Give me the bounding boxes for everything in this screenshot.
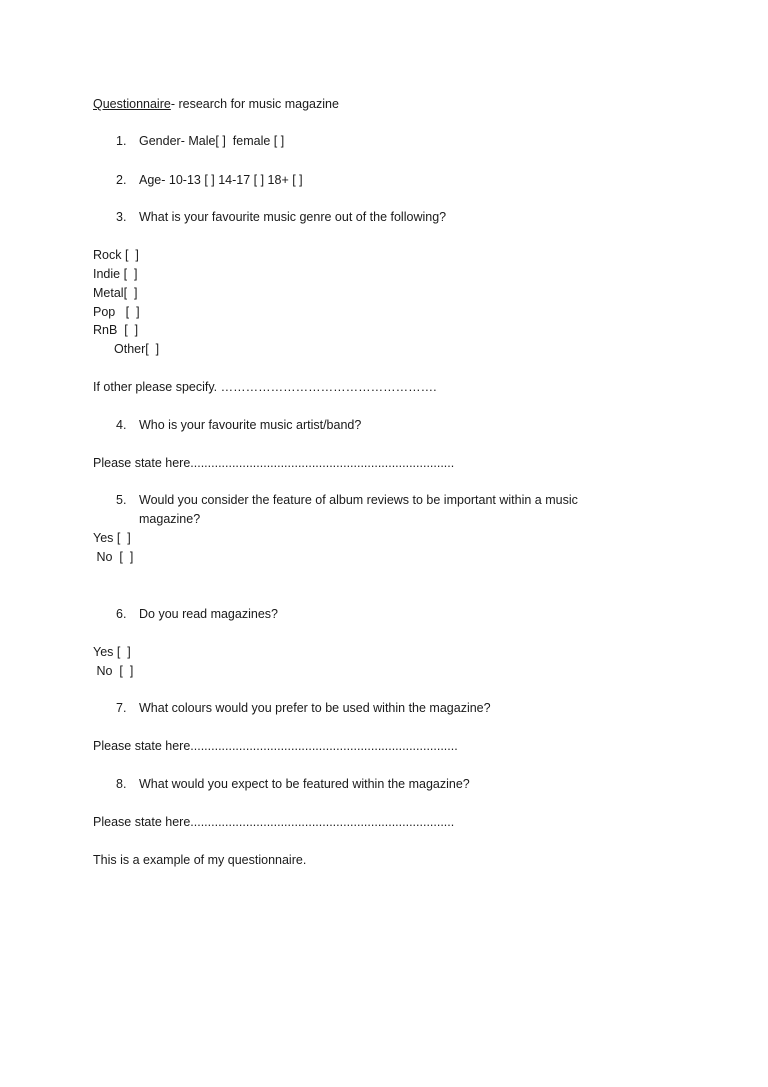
- answer-line: Please state here............................................................................: [93, 456, 455, 470]
- question-text: Would you consider the feature of album reviews to be important within a music: [139, 493, 578, 507]
- question-text: Gender- Male[ ] female [ ]: [139, 134, 285, 148]
- no-option: No [ ]: [93, 664, 134, 678]
- title-underlined: Questionnaire: [93, 97, 171, 111]
- genre-option: Rock [ ]: [93, 248, 139, 262]
- question-number: 5.: [116, 493, 127, 507]
- question-text: What colours would you prefer to be used within the magazine?: [139, 701, 491, 715]
- question-text: Do you read magazines?: [139, 607, 278, 621]
- other-specify-line: If other please specify. …………………………………………….: [93, 380, 437, 394]
- genre-option: RnB [ ]: [93, 323, 139, 337]
- yes-option: Yes [ ]: [93, 645, 131, 659]
- question-number: 2.: [116, 173, 127, 187]
- genre-option: Other[ ]: [114, 342, 160, 356]
- question-number: 3.: [116, 210, 127, 224]
- question-number: 7.: [116, 701, 127, 715]
- question-number: 4.: [116, 418, 127, 432]
- question-number: 8.: [116, 777, 127, 791]
- question-text: What would you expect to be featured within the magazine?: [139, 777, 470, 791]
- question-text: Who is your favourite music artist/band?: [139, 418, 362, 432]
- answer-line: Please state here............................................................................: [93, 815, 455, 829]
- question-text-cont: magazine?: [139, 512, 201, 526]
- genre-option: Metal[ ]: [93, 286, 138, 300]
- yes-option: Yes [ ]: [93, 531, 131, 545]
- no-option: No [ ]: [93, 550, 134, 564]
- question-text: Age- 10-13 [ ] 14-17 [ ] 18+ [ ]: [139, 173, 303, 187]
- closing-note: This is a example of my questionnaire.: [93, 853, 307, 867]
- question-text: What is your favourite music genre out of the following?: [139, 210, 447, 224]
- genre-option: Pop [ ]: [93, 305, 140, 319]
- genre-option: Indie [ ]: [93, 267, 138, 281]
- title-rest: - research for music magazine: [170, 97, 339, 111]
- answer-line: Please state here.............................................................................: [93, 739, 458, 753]
- document-title: [93, 96, 339, 112]
- question-number: 6.: [116, 607, 127, 621]
- question-number: 1.: [116, 134, 127, 148]
